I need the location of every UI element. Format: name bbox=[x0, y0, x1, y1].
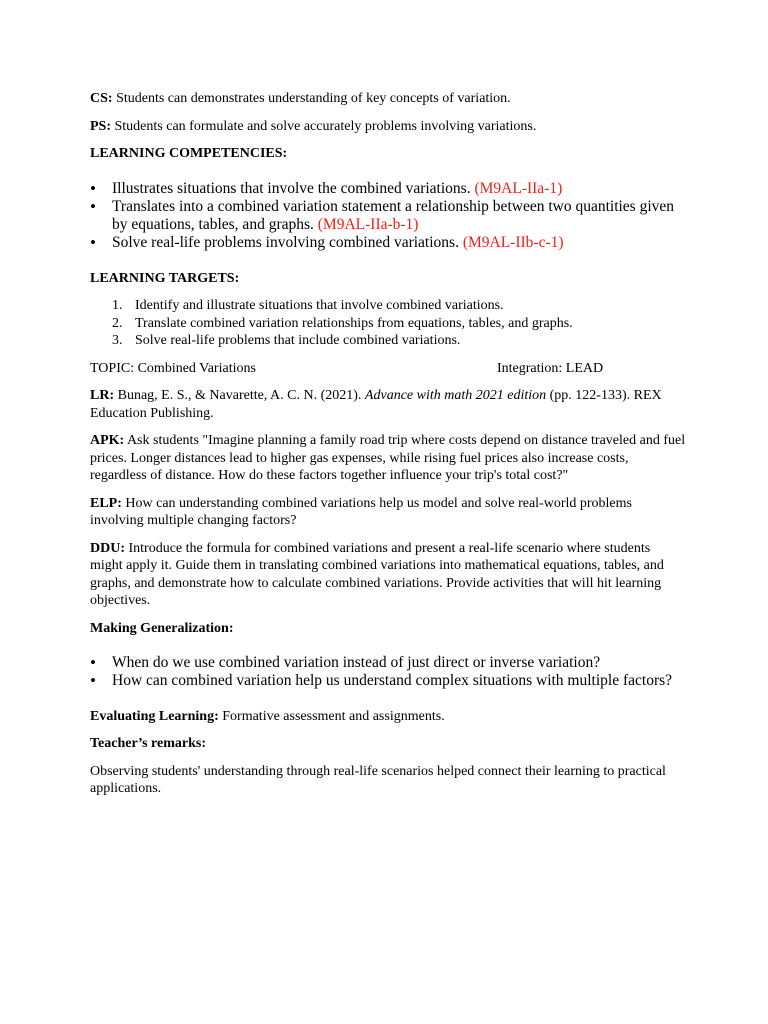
cs-label: CS: bbox=[90, 91, 113, 106]
generalization-heading bbox=[90, 620, 686, 638]
topic-row bbox=[90, 360, 686, 378]
lr-authors: Bunag, E. S., & Navarette, A. C. N. (2021). bbox=[114, 388, 365, 404]
learning-targets-list bbox=[90, 297, 686, 350]
list-item: • How can combined variation help us understand complex situations with multiple factors? bbox=[90, 672, 686, 690]
ddu-paragraph bbox=[90, 540, 686, 610]
generalization-heading-text: Making Generalization: bbox=[90, 620, 234, 636]
list-item bbox=[90, 297, 686, 315]
lr-label: LR: bbox=[90, 388, 115, 404]
list-item bbox=[90, 198, 686, 235]
competency-code: (M9AL-IIb-c-1) bbox=[462, 234, 564, 252]
target-text: Solve real-life problems that include combined variations. bbox=[135, 333, 461, 349]
list-item bbox=[90, 234, 686, 252]
teacher-remarks-heading-text: Teacher’s remarks: bbox=[90, 736, 206, 752]
target-text: Identify and illustrate situations that involve combined variations. bbox=[135, 298, 504, 314]
integration-text: Integration: LEAD bbox=[497, 360, 604, 376]
list-number: 1. bbox=[112, 298, 123, 314]
generalization-list bbox=[90, 654, 686, 691]
list-item bbox=[90, 180, 686, 198]
list-item bbox=[90, 315, 686, 333]
cs-text: Students can demonstrates understanding of key concepts of variation. bbox=[112, 91, 511, 106]
competency-text: Illustrates situations that involve the combined variations. bbox=[112, 179, 475, 197]
competency-code: (M9AL-IIa-b-1) bbox=[317, 216, 419, 234]
ddu-text: Introduce the formula for combined variations and present a real-life scenario where students might apply it. Guide them in translating combined variations into mathematical equations, tables, and graphs, and demonstrate how to calculate combined variations. Provide activities that will hit learning objectives. bbox=[90, 540, 664, 609]
list-item: • When do we use combined variation instead of just direct or inverse variation? bbox=[90, 654, 686, 672]
target-text: Translate combined variation relationships from equations, tables, and graphs. bbox=[135, 315, 573, 331]
learning-competencies-heading bbox=[90, 145, 686, 163]
lr-reference bbox=[90, 387, 686, 422]
learning-competencies-heading-text: LEARNING COMPETENCIES: bbox=[90, 146, 288, 161]
list-number: 3. bbox=[112, 333, 123, 349]
list-number: 2. bbox=[112, 315, 123, 331]
evaluating-learning bbox=[90, 708, 686, 726]
apk-label: APK: bbox=[90, 433, 125, 449]
learning-competencies-list bbox=[90, 180, 686, 253]
teacher-remarks-heading bbox=[90, 735, 686, 753]
competency-text: Solve real-life problems involving combined variations. bbox=[112, 234, 463, 252]
learning-targets-heading bbox=[90, 270, 686, 288]
evaluating-text: Formative assessment and assignments. bbox=[218, 708, 445, 724]
elp-text: How can understanding combined variations help us model and solve real-world problems involving multiple changing factors? bbox=[90, 495, 632, 529]
cs-statement bbox=[90, 90, 686, 108]
ddu-label: DDU: bbox=[90, 540, 125, 556]
learning-targets-heading-text: LEARNING TARGETS: bbox=[90, 270, 240, 286]
topic-text: TOPIC: Combined Variations bbox=[90, 360, 256, 376]
lr-publisher: (pp. 122-133). REX Education Publishing. bbox=[90, 388, 662, 421]
ps-text: Students can formulate and solve accurately problems involving variations. bbox=[111, 118, 537, 134]
ps-statement bbox=[90, 118, 686, 136]
list-item bbox=[90, 332, 686, 350]
apk-text: Ask students "Imagine planning a family road trip where costs depend on distance traveled and fuel prices. Longer distances lead to higher gas expenses, while rising fuel prices also increase costs, regardless of distance. How do these factors together influence your trip's total cost?" bbox=[90, 433, 686, 484]
lr-book-title: Advance with math 2021 edition bbox=[364, 388, 547, 404]
elp-paragraph bbox=[90, 495, 686, 530]
document-page bbox=[90, 90, 686, 798]
teacher-remarks-text: Observing students' understanding through real-life scenarios helped connect their learning to practical applications. bbox=[90, 763, 666, 797]
elp-label: ELP: bbox=[90, 495, 122, 511]
ps-label: PS: bbox=[90, 118, 111, 134]
evaluating-label: Evaluating Learning: bbox=[90, 708, 219, 724]
competency-code: (M9AL-IIa-1) bbox=[474, 179, 563, 197]
apk-paragraph bbox=[90, 432, 686, 485]
competency-text: Translates into a combined variation statement a relationship between two quantities given by equations, tables, and graphs. bbox=[112, 197, 675, 234]
